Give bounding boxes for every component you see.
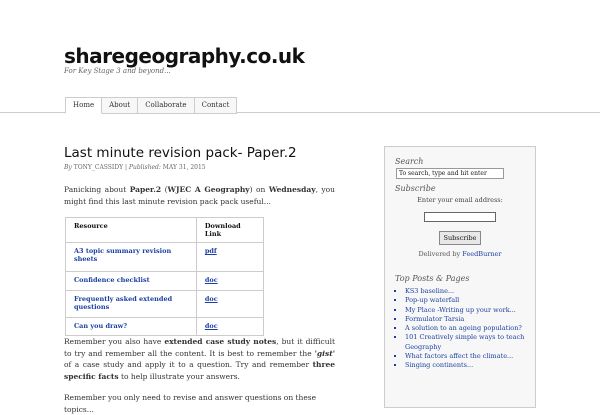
feedburner-link[interactable]: FeedBurner — [462, 250, 502, 258]
top-post-link[interactable]: ▪ Pop-up waterfall — [405, 296, 535, 305]
top-post-link[interactable]: ▪ My Place -Writing up your work... — [405, 306, 535, 315]
search-heading: Search — [395, 157, 424, 166]
resources-table — [65, 217, 264, 336]
top-posts-heading: Top Posts & Pages — [395, 274, 470, 283]
paragraph-bold: extended case study notes — [164, 337, 277, 346]
post-intro — [64, 184, 335, 207]
post-date: MAY 31, 2015 — [162, 164, 206, 171]
email-label: Enter your email address: — [417, 196, 503, 204]
download-link[interactable]: doc — [196, 272, 263, 291]
paragraph-text: to help illustrate your answers. — [118, 371, 240, 381]
table-row — [66, 243, 264, 272]
site-title[interactable]: sharegeography.co.uk — [64, 44, 305, 68]
resource-name: A3 topic summary revision sheets — [66, 243, 197, 272]
nav-home[interactable]: Home — [65, 97, 102, 114]
email-field[interactable] — [424, 212, 496, 222]
intro-text: Panicking about — [64, 185, 130, 194]
intro-text: , you might find this last minute revision pack pack useful... — [64, 185, 335, 206]
top-post-link[interactable]: ▪ Singing continents... — [405, 361, 535, 370]
paragraph-text: of a case study and apply it to a question. Try and remember — [64, 360, 313, 369]
top-post-link[interactable]: ▪ What factors affect the climate... — [405, 352, 535, 361]
paragraph-gist: 'gist' — [314, 348, 335, 358]
search-input[interactable]: To search, type and hit enter — [396, 168, 504, 179]
download-link[interactable]: doc — [196, 291, 263, 318]
subscribe-button[interactable]: Subscribe — [439, 231, 481, 245]
intro-text: ) on — [249, 185, 269, 194]
post-meta — [64, 164, 206, 171]
table-row — [66, 291, 264, 318]
post-paragraph: Remember you only need to revise and answer questions on these topics... — [64, 393, 317, 414]
post-paragraph — [64, 336, 335, 382]
download-link[interactable]: doc — [196, 318, 263, 336]
paragraph-text: , but it difficult to try and remember all the content. It is best to remember the — [64, 337, 335, 358]
table-header-row — [66, 218, 264, 243]
paragraph-bold: three specific facts — [64, 360, 335, 381]
top-post-link[interactable]: ▪ A solution to an ageing population? — [405, 324, 535, 333]
nav-about[interactable]: About — [102, 97, 138, 114]
sidebar — [384, 146, 536, 408]
main-nav — [65, 97, 237, 114]
meta-separator: | — [124, 164, 127, 171]
column-header-resource: Resource — [66, 218, 197, 243]
post-author-link[interactable]: TONY_CASSIDY — [73, 164, 124, 171]
intro-day: Wednesday — [268, 185, 316, 194]
meta-published-label: Published: — [128, 164, 161, 171]
nav-collaborate[interactable]: Collaborate — [138, 97, 194, 114]
intro-text: ( — [161, 185, 168, 194]
meta-by-label: By — [64, 164, 72, 171]
paragraph-text: Remember you also have — [64, 337, 165, 346]
intro-paper: Paper.2 — [129, 185, 162, 194]
intro-exam-board: WJEC A Geography — [167, 185, 250, 194]
resource-name: Confidence checklist — [66, 272, 197, 291]
top-post-link[interactable]: ▪ Formulator Tarsia — [405, 315, 535, 324]
post-title[interactable]: Last minute revision pack- Paper.2 — [64, 145, 297, 161]
top-posts-list — [405, 287, 535, 371]
delivered-by — [385, 250, 535, 258]
delivered-by-label: Delivered by — [418, 250, 463, 258]
nav-contact[interactable]: Contact — [195, 97, 238, 114]
site-tagline: For Key Stage 3 and beyond... — [64, 67, 171, 75]
resource-name: Frequently asked extended questions — [66, 291, 197, 318]
top-post-link[interactable]: ▪ 101 Creatively simple ways to teach Geography — [405, 333, 535, 352]
resource-name: Can you draw? — [66, 318, 197, 336]
table-row — [66, 318, 264, 336]
top-post-link[interactable]: ▪ KS3 baseline... — [405, 287, 535, 296]
download-link[interactable]: pdf — [196, 243, 263, 272]
column-header-download: Download Link — [196, 218, 263, 243]
table-row — [66, 272, 264, 291]
subscribe-heading: Subscribe — [395, 184, 436, 193]
